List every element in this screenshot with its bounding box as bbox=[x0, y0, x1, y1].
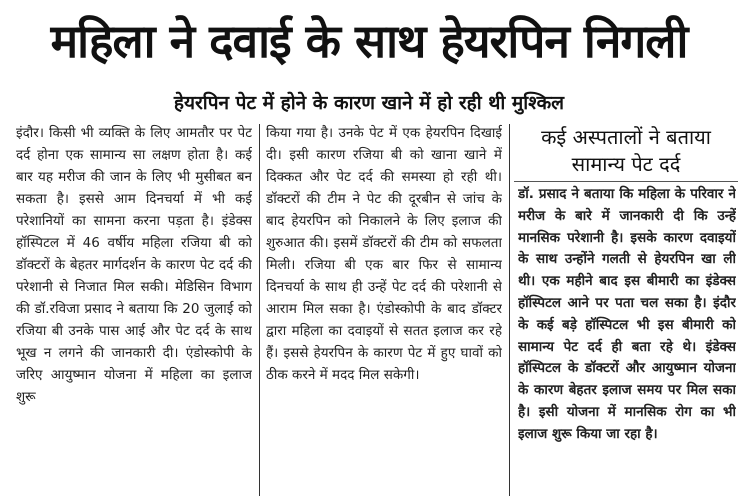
sidebar-column bbox=[518, 184, 736, 498]
sidebar-heading-divider bbox=[514, 181, 738, 182]
subheadline: हेयरपिन पेट में होने के कारण खाने में हो रही थी मुश्किल bbox=[173, 92, 565, 114]
column-2-text: किया गया है। उनके पेट में एक हेयरपिन दिखाई दी। इसी कारण रजिया बी को खाना खाने में दिक्कत और पेट दर्द की समस्या हो रही थी। डॉक्टरों की टीम ने पेट की दूरबीन से जांच के बाद हेयरपिन को निकालने के लिए इलाज की शुरुआत की। इसमें डॉक्टरों की टीम को सफलता मिली। रजिया बी एक बार फिर से सामान्य दिनचर्या के साथ ही उन्हें पेट दर्द की परेशानी से आराम मिल सका है। एंडोस्कोपी के बाद डॉक्टर द्वारा महिला का दवाइयों से सतत इलाज कर रहे हैं। इससे हेयरपिन के कारण पेट में हुए घावों को ठीक करने में मदद मिल सकेगी। bbox=[266, 125, 502, 383]
sidebar-text: डॉ. प्रसाद ने बताया कि महिला के परिवार ने मरीज के बारे में जानकारी दी कि उन्हें मानसिक परेशानी है। इसके कारण दवाइयों के साथ उन्होंने गलती से हेयरपिन खा ली थी। एक महीने बाद इस बीमारी का इंडेक्स हॉस्पिटल आने पर पता चल सका है। इंदौर के कई बड़े हॉस्पिटल भी इस बीमारी को सामान्य पेट दर्द ही बता रहे थे। इंडेक्स हॉस्पिटल के डॉक्टरों और आयुष्मान योजना के कारण बेहतर इलाज समय पर मिल सका है। इसी योजना में मानसिक रोग का भी इलाज शुरू किया जा रहा है। bbox=[518, 186, 736, 442]
sidebar-heading: कई अस्पतालों ने बताया सामान्य पेट दर्द bbox=[541, 125, 711, 176]
column-divider-2 bbox=[509, 124, 510, 496]
headline: महिला ने दवाई के साथ हेयरपिन निगली bbox=[50, 14, 688, 68]
article-column-1 bbox=[16, 122, 252, 498]
column-divider-1 bbox=[259, 124, 260, 496]
article-column-2 bbox=[266, 122, 502, 498]
column-1-text: इंदौर। किसी भी व्यक्ति के लिए आमतौर पर पेट दर्द होना एक सामान्य सा लक्षण होता है। कई बार यह मरीज की जान के लिए भी मुसीबत बन सकता है। इससे आम दिनचर्या में भी कई परेशानियों का सामना करना पड़ता है। इंडेक्स हॉस्पिटल में 46 वर्षीय महिला रजिया बी को डॉक्टरों के बेहतर मार्गदर्शन के कारण पेट दर्द की परेशानी से निजात मिल सकी। मेडिसिन विभाग की डॉ.रविजा प्रसाद ने बताया कि 20 जुलाई को रजिया बी उनके पास आई और पेट दर्द के साथ भूख न लगने की जानकारी दी। एंडोस्कोपी के जरिए आयुष्मान योजना में महिला का इलाज शुरू bbox=[16, 125, 252, 405]
